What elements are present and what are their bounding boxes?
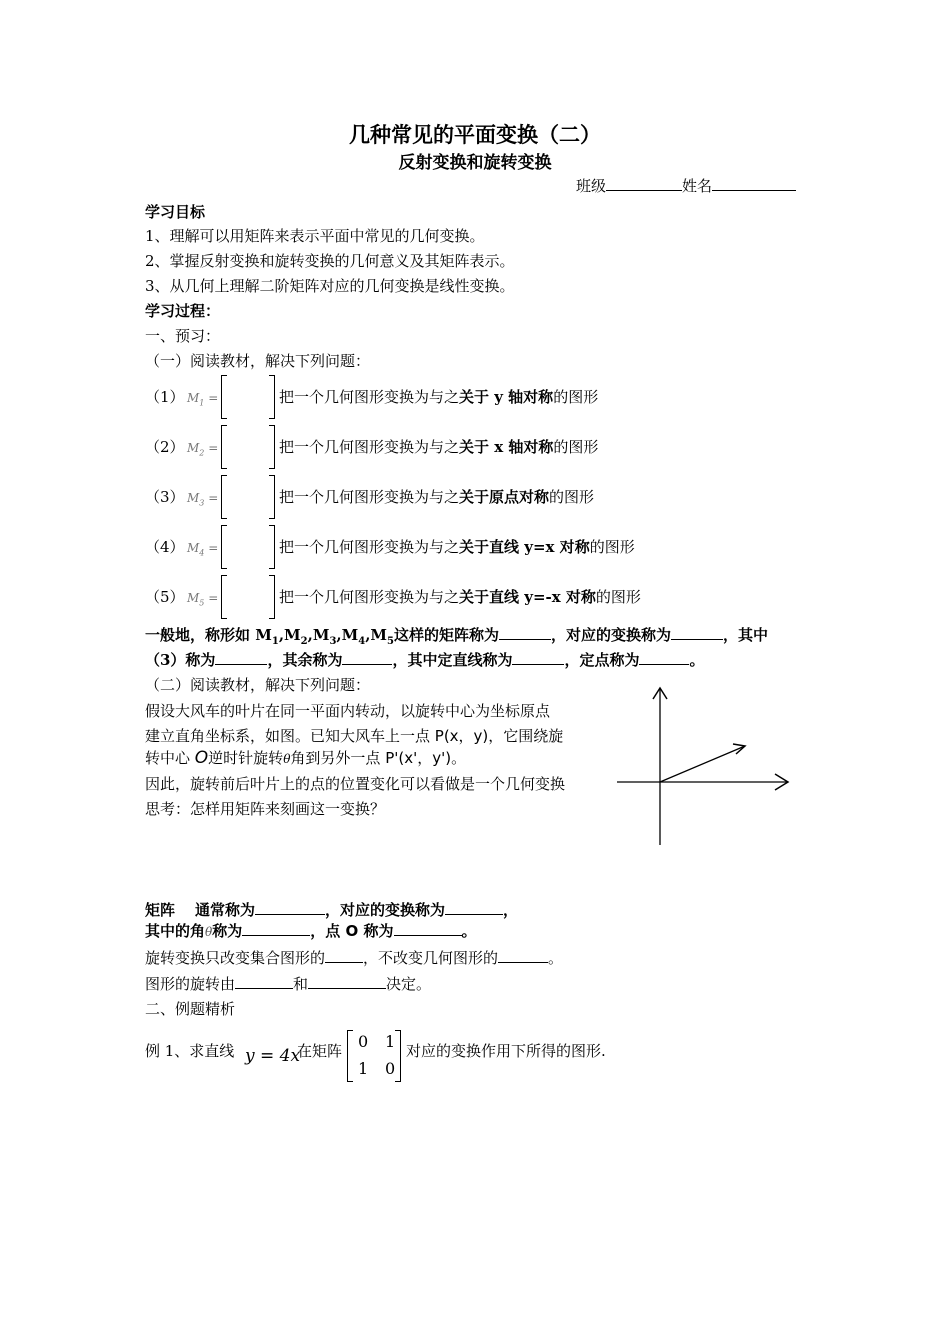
rotation-line-2: 其中的角θ称为 ，点 O 称为 。 [145,922,477,940]
matrix-cell: 1 [385,1032,396,1051]
matrix-blank[interactable] [221,425,275,469]
example-equation: y = 4x [245,1046,301,1066]
general-line-1: 一般地，称形如 $M_1,M_2,M_3,M_4,M_5$这样的矩阵称为 ，对应的变换称为 ，其中 [145,626,769,647]
blank[interactable] [445,900,503,915]
matrix-num: （3） [145,488,185,506]
matrix-label: $M_5$ = [187,591,219,608]
matrix-desc: 把一个几何图形变换为与之关于 x 轴对称的图形 [279,438,599,456]
blank[interactable] [235,974,293,989]
general-line-2: （3）称为 ，其余称为 ，其中定直线称为 ，定点称为 。 [145,651,705,669]
blank[interactable] [499,625,551,640]
matrix-desc: 把一个几何图形变换为与之关于原点对称的图形 [279,488,595,506]
rotation-vector [660,746,745,782]
matrix-blank[interactable] [221,375,275,419]
preview-heading: 一、预习： [145,327,221,345]
matrix-cell: 0 [385,1059,396,1078]
blank[interactable] [215,650,267,665]
matrix-blank[interactable] [221,525,275,569]
blank[interactable] [639,650,689,665]
matrix-label: $M_2$ = [187,441,219,458]
windmill-text: 因此，旋转前后叶片上的点的位置变化可以看做是一个几何变换 [145,775,566,793]
blank[interactable] [671,625,723,640]
goals-heading: 学习目标 [145,203,206,221]
example-mid: 在矩阵 [297,1042,343,1060]
blank[interactable] [325,948,363,963]
matrix-cell: 0 [358,1032,369,1051]
matrix-desc: 把一个几何图形变换为与之关于直线 y=x 对称的图形 [279,538,635,556]
blank[interactable] [342,650,392,665]
matrix-desc: 把一个几何图形变换为与之关于 y 轴对称的图形 [279,388,599,406]
goal-item: 2、掌握反射变换和旋转变换的几何意义及其矩阵表示。 [145,252,515,270]
name-blank[interactable] [712,176,796,191]
windmill-text: 转中心 O逆时针旋转θ角到另外一点 P'(x'，y')。 [145,748,467,768]
blank[interactable] [512,650,564,665]
example-suffix: 对应的变换作用下所得的图形. [406,1042,606,1060]
class-name-line [576,176,796,196]
class-blank[interactable] [606,176,682,191]
matrix-desc: 把一个几何图形变换为与之关于直线 y=-x 对称的图形 [279,588,641,606]
example-prefix: 例 1、求直线 [145,1042,235,1060]
rotation-line-3: 旋转变换只改变集合图形的 ，不改变几何图形的 。 [145,949,564,967]
part1-heading: （一）阅读教材，解决下列问题： [145,352,371,370]
page-title: 几种常见的平面变换（二） [349,122,601,147]
matrix-blank[interactable] [221,575,275,619]
matrix-num: （2） [145,438,185,456]
matrix-label: $M_4$ = [187,541,219,558]
section2-heading: 二、例题精析 [145,1000,236,1018]
name-label: 姓名 [682,177,713,195]
blank[interactable] [255,900,325,915]
goal-item: 1、理解可以用矩阵来表示平面中常见的几何变换。 [145,227,485,245]
matrix-label: $M_1$ = [187,391,219,408]
blank[interactable] [394,921,462,936]
example-matrix [347,1030,401,1082]
process-heading: 学习过程： [145,302,221,320]
windmill-text: 建立直角坐标系，如图。已知大风车上一点 P(x，y)，它围绕旋 [145,727,564,745]
rotation-line-4: 图形的旋转由 和 决定。 [145,975,432,993]
matrix-blank[interactable] [221,475,275,519]
coordinate-diagram [615,680,795,850]
blank[interactable] [498,948,548,963]
windmill-text: 假设大风车的叶片在同一平面内转动，以旋转中心为坐标原点 [145,702,551,720]
blank[interactable] [242,921,310,936]
matrix-label: $M_3$ = [187,491,219,508]
class-label: 班级 [576,177,607,195]
matrix-cell: 1 [358,1059,369,1078]
think-text: 思考：怎样用矩阵来刻画这一变换？ [145,800,386,818]
matrix-num: （5） [145,588,185,606]
page-subtitle: 反射变换和旋转变换 [398,153,552,173]
part2-heading: （二）阅读教材，解决下列问题： [145,676,371,694]
blank[interactable] [308,974,386,989]
matrix-num: （4） [145,538,185,556]
goal-item: 3、从几何上理解二阶矩阵对应的几何变换是线性变换。 [145,277,515,295]
rotation-line-1: 矩阵 通常称为 ，对应的变换称为 ， [145,901,519,919]
matrix-num: （1） [145,388,185,406]
